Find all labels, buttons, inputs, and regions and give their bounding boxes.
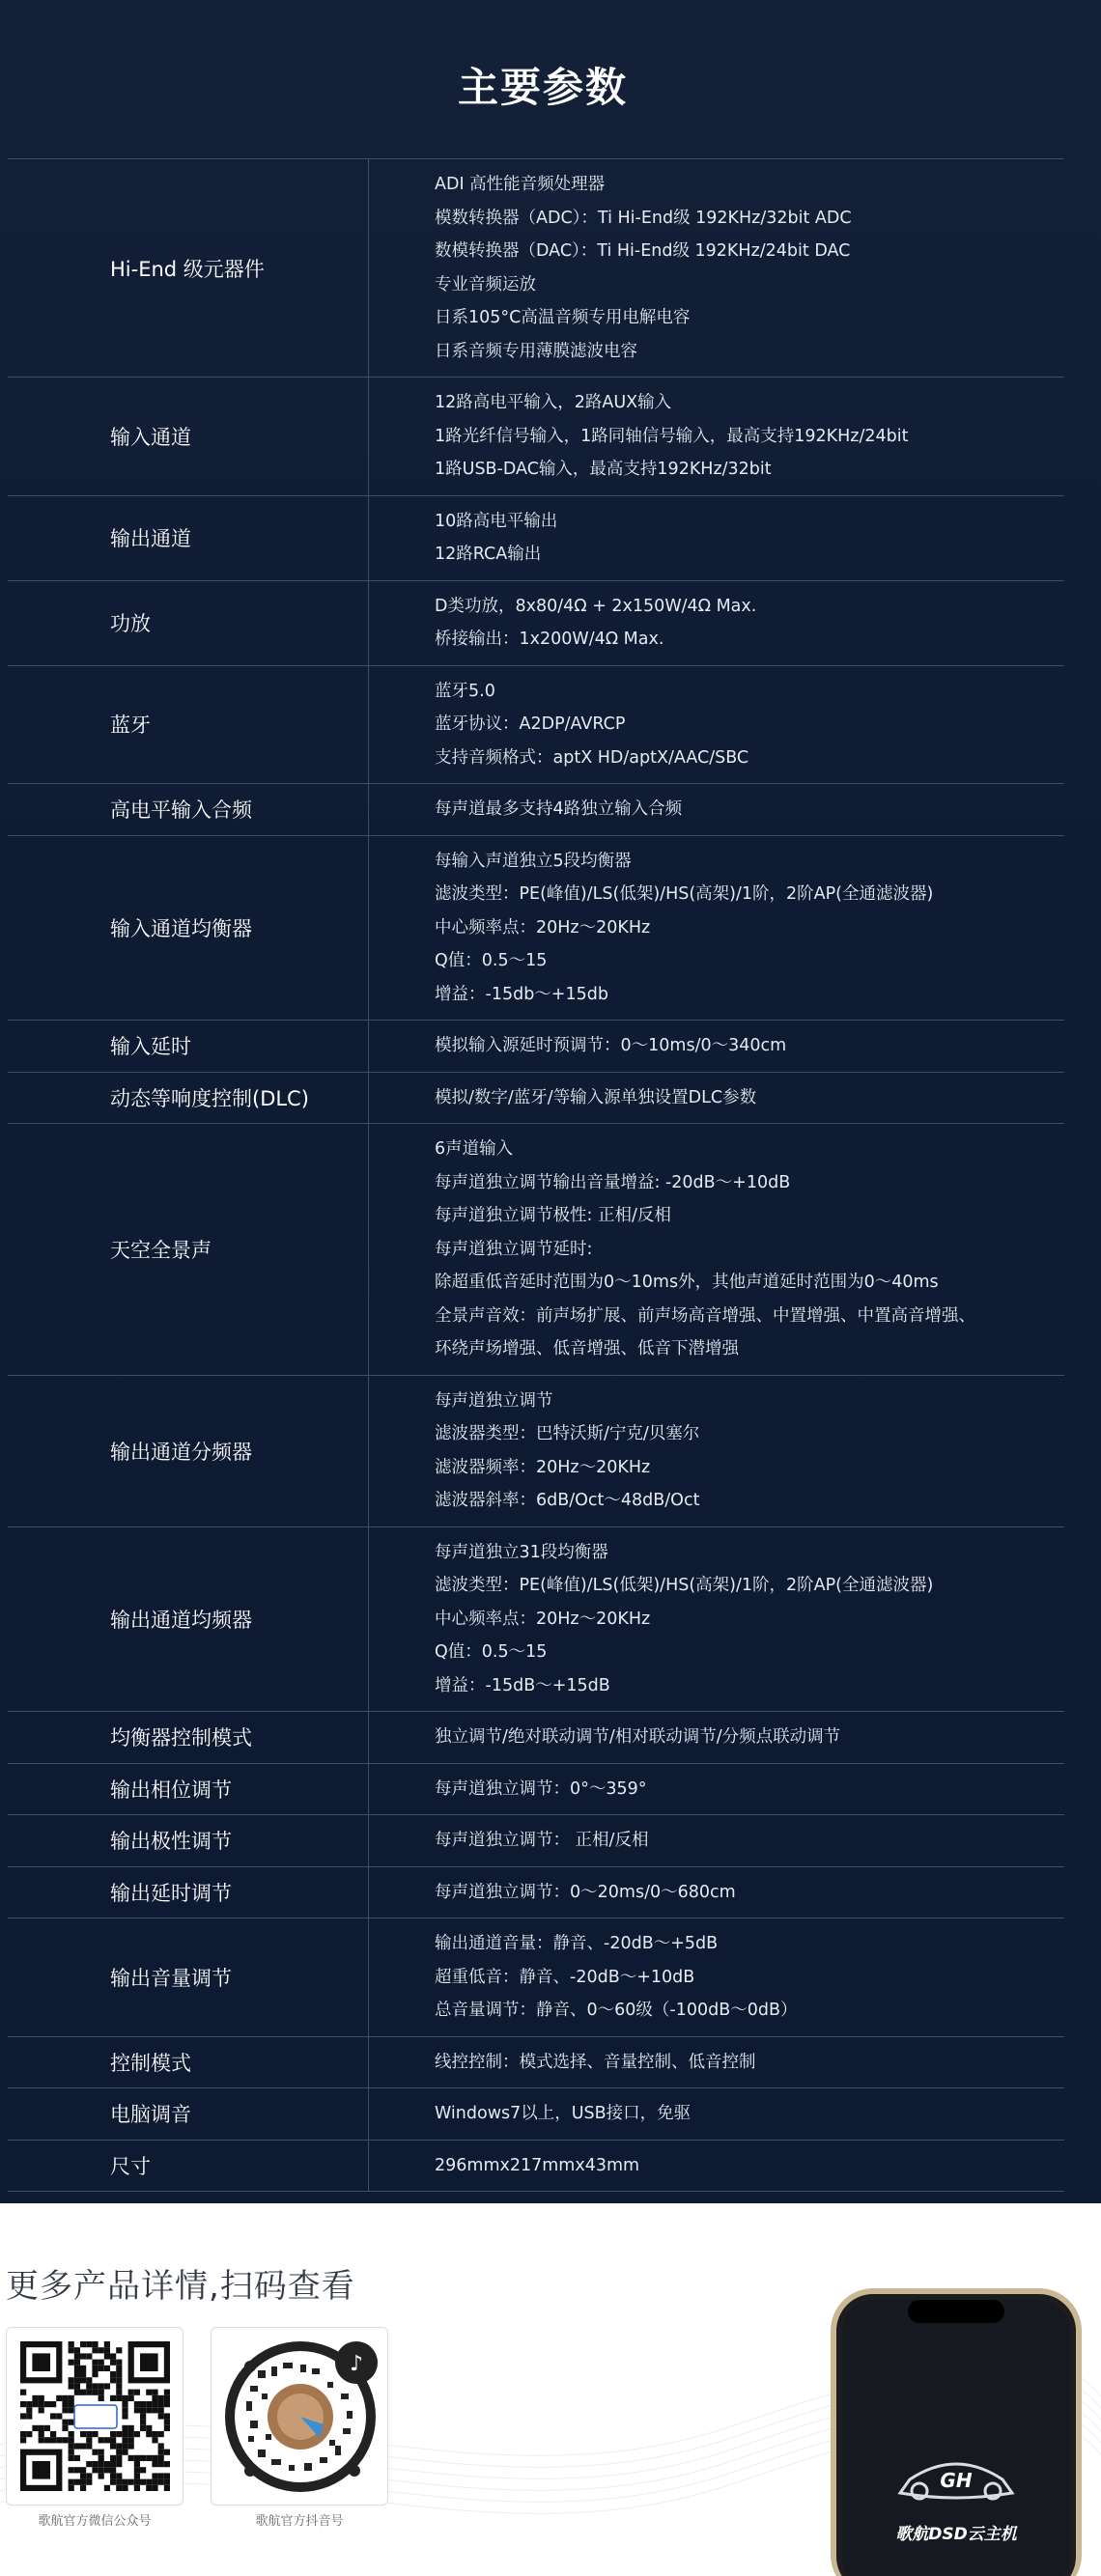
spec-value: 蓝牙5.0 [435, 681, 495, 701]
spec-values [369, 159, 1064, 377]
spec-row [8, 2141, 1064, 2193]
spec-value: 每输入声道独立5段均衡器 [435, 851, 632, 871]
spec-value: 模拟输入源延时预调节：0～10ms/0～340cm [435, 1036, 787, 1055]
spec-value: 桥接输出：1x200W/4Ω Max. [435, 630, 664, 649]
spec-values [369, 2037, 1064, 2088]
spec-value: 增益：-15db～+15db [435, 984, 608, 1004]
spec-row [8, 1527, 1064, 1713]
spec-value: 总音量调节：静音、0～60级（-100dB～0dB） [435, 2001, 798, 2020]
spec-values [369, 1376, 1064, 1526]
spec-values [369, 1712, 1064, 1763]
spec-row [8, 1124, 1064, 1376]
douyin-qr-card[interactable] [211, 2327, 388, 2506]
spec-values [369, 1021, 1064, 1072]
spec-row [8, 1073, 1064, 1125]
spec-label: 输入延时 [8, 1021, 369, 1072]
spec-value: 滤波器斜率：6dB/Oct～48dB/Oct [435, 1491, 700, 1510]
spec-label: 蓝牙 [8, 666, 369, 784]
spec-value: 12路高电平输入，2路AUX输入 [435, 393, 672, 412]
spec-label: 均衡器控制模式 [8, 1712, 369, 1763]
spec-value: 每声道独立调节延时: [435, 1239, 593, 1259]
spec-value: 滤波器频率：20Hz～20KHz [435, 1457, 651, 1477]
spec-value: 线控控制：模式选择、音量控制、低音控制 [435, 2052, 756, 2072]
spec-values [369, 1073, 1064, 1124]
spec-value: 滤波器类型：巴特沃斯/宁克/贝塞尔 [435, 1424, 700, 1443]
phone-mockup [829, 2286, 1084, 2576]
spec-label: 控制模式 [8, 2037, 369, 2088]
spec-value: 1路光纤信号输入，1路同轴信号输入，最高支持192KHz/24bit [435, 426, 909, 446]
spec-value: 模拟/数字/蓝牙/等输入源单独设置DLC参数 [435, 1087, 757, 1107]
spec-values [369, 581, 1064, 665]
spec-value: 每声道独立调节：0°～359° [435, 1778, 647, 1799]
spec-label: 输出相位调节 [8, 1764, 369, 1815]
spec-value: 日系音频专用薄膜滤波电容 [435, 341, 637, 361]
spec-label: 输入通道均衡器 [8, 836, 369, 1021]
spec-value: 滤波类型：PE(峰值)/LS(低架)/HS(高架)/1阶，2阶AP(全通滤波器) [435, 1576, 934, 1595]
spec-label: 输出音量调节 [8, 1918, 369, 2036]
spec-row [8, 784, 1064, 836]
spec-value: 每声道最多支持4路独立输入合频 [435, 799, 683, 819]
wechat-qr-code [7, 2328, 184, 2506]
douyin-qr-caption: 歌航官方抖音号 [255, 2514, 344, 2529]
spec-row [8, 1867, 1064, 1919]
spec-values [369, 378, 1064, 495]
spec-values [369, 1815, 1064, 1866]
spec-values [369, 1764, 1064, 1815]
spec-row [8, 496, 1064, 581]
spec-value: 中心频率点：20Hz～20KHz [435, 1609, 651, 1629]
spec-label: 输出极性调节 [8, 1815, 369, 1866]
spec-values [369, 836, 1064, 1021]
spec-label: 动态等响度控制(DLC) [8, 1073, 369, 1124]
spec-value: 每声道独立31段均衡器 [435, 1542, 608, 1562]
spec-label: Hi-End 级元器件 [8, 159, 369, 377]
spec-value: 数模转换器（DAC）：Ti Hi-End级 192KHz/24bit DAC [435, 241, 851, 261]
spec-value: 增益：-15dB～+15dB [435, 1675, 610, 1695]
spec-value: 输出通道音量：静音、-20dB～+5dB [435, 1934, 719, 1953]
spec-values [369, 666, 1064, 784]
spec-label: 输出通道均频器 [8, 1527, 369, 1712]
spec-value: 除超重低音延时范围为0～10ms外，其他声道延时范围为0～40ms [435, 1273, 939, 1292]
spec-value: 专业音频运放 [435, 274, 536, 294]
spec-values [369, 1918, 1064, 2036]
spec-value: 1路USB-DAC输入，最高支持192KHz/32bit [435, 460, 772, 479]
spec-value: 独立调节/绝对联动调节/相对联动调节/分频点联动调节 [435, 1727, 841, 1747]
spec-row [8, 581, 1064, 666]
spec-row [8, 1712, 1064, 1764]
spec-label: 输入通道 [8, 378, 369, 495]
spec-value: 296mmx217mmx43mm [435, 2155, 640, 2175]
spec-label: 天空全景声 [8, 1124, 369, 1375]
spec-label: 输出通道分频器 [8, 1376, 369, 1526]
spec-value: 12路RCA输出 [435, 545, 542, 564]
wechat-qr-caption: 歌航官方微信公众号 [38, 2514, 152, 2529]
spec-row [8, 1918, 1064, 2037]
spec-label: 电脑调音 [8, 2088, 369, 2140]
spec-value: 每声道独立调节输出音量增益: -20dB～+10dB [435, 1172, 791, 1192]
spec-value: 6声道输入 [435, 1139, 514, 1159]
spec-value: 10路高电平输出 [435, 511, 558, 531]
app-name: 歌航DSD云主机 [895, 2525, 1017, 2544]
spec-value: 模数转换器（ADC）：Ti Hi-End级 192KHz/32bit ADC [435, 208, 852, 228]
spec-value: 支持音频格式：aptX HD/aptX/AAC/SBC [435, 747, 749, 768]
app-logo-text: GH [940, 2469, 973, 2492]
spec-value: 日系105°C高温音频专用电解电容 [435, 308, 691, 327]
spec-values [369, 2088, 1064, 2140]
spec-label: 输出延时调节 [8, 1867, 369, 1918]
spec-value: Windows7以上，USB接口，免驱 [435, 2104, 692, 2123]
spec-value: 滤波类型：PE(峰值)/LS(低架)/HS(高架)/1阶，2阶AP(全通滤波器) [435, 884, 934, 904]
spec-row [8, 836, 1064, 1022]
spec-value: 每声道独立调节： 正相/反相 [435, 1831, 649, 1850]
spec-row [8, 1376, 1064, 1527]
spec-row [8, 666, 1064, 785]
svg-text:♪: ♪ [349, 2352, 364, 2376]
spec-values [369, 1867, 1064, 1918]
spec-row [8, 2037, 1064, 2089]
spec-row [8, 158, 1064, 378]
spec-row [8, 1021, 1064, 1073]
spec-label: 输出通道 [8, 496, 369, 580]
spec-value: 每声道独立调节：0～20ms/0～680cm [435, 1882, 736, 1902]
spec-row [8, 1764, 1064, 1816]
spec-values [369, 2141, 1064, 2192]
spec-values [369, 1527, 1064, 1712]
spec-table [8, 158, 1064, 2192]
spec-values [369, 496, 1064, 580]
spec-value: 中心频率点：20Hz～20KHz [435, 917, 651, 938]
promo-title: 更多产品详情,扫码查看 [6, 2267, 355, 2306]
spec-row [8, 378, 1064, 496]
spec-label: 功放 [8, 581, 369, 665]
promo-section [0, 2203, 1101, 2544]
spec-value: 每声道独立调节 [435, 1390, 553, 1411]
spec-row [8, 2088, 1064, 2141]
douyin-qr-code [212, 2328, 389, 2506]
spec-value: Q值：0.5～15 [435, 1642, 548, 1662]
spec-value: D类功放，8x80/4Ω + 2x150W/4Ω Max. [435, 596, 757, 616]
spec-value: 环绕声场增强、低音增强、低音下潜增强 [435, 1339, 739, 1358]
spec-value: Q值：0.5～15 [435, 951, 548, 970]
spec-value: 全景声音效：前声场扩展、前声场高音增强、中置增强、中置高音增强、 [435, 1305, 975, 1326]
spec-value: 蓝牙协议：A2DP/AVRCP [435, 714, 626, 734]
spec-label: 高电平输入合频 [8, 784, 369, 835]
wechat-qr-card[interactable] [6, 2327, 184, 2506]
spec-values [369, 784, 1064, 835]
page-title: 主要参数 [457, 64, 628, 111]
spec-label: 尺寸 [8, 2141, 369, 2192]
spec-values [369, 1124, 1064, 1375]
spec-row [8, 1815, 1064, 1867]
spec-value: ADI 高性能音频处理器 [435, 175, 606, 194]
spec-value: 每声道独立调节极性: 正相/反相 [435, 1206, 671, 1225]
spec-value: 超重低音：静音、-20dB～+10dB [435, 1967, 695, 1987]
